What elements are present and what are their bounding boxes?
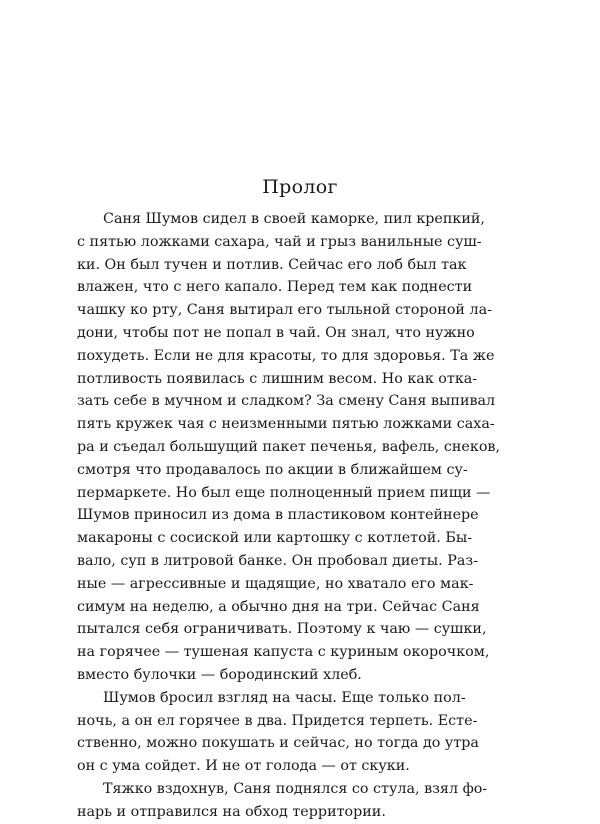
text-line: ственно, можно покушать и сейчас, но тогда до утра [77, 735, 479, 752]
text-line: вало, суп в литровой банке. Он пробовал диеты. Раз- [77, 552, 479, 569]
text-line: ра и съедал большущий пакет печенья, вафель, снеков, [77, 438, 501, 455]
text-line: макароны с сосиской или картошку с котлетой. Бы- [77, 530, 473, 547]
text-line: похудеть. Если не для красоты, то для здоровья. Та же [77, 347, 495, 364]
text-line: зать себе в мучном и сладком? За смену Саня выпивал [77, 393, 496, 410]
text-line: симум на неделю, а обычно дня на три. Сейчас Саня [77, 598, 480, 615]
text-line: пермаркете. Но был еще полноценный прием пищи — [77, 484, 491, 501]
text-line: пять кружек чая с неизменными пятью ложками саха- [77, 416, 495, 433]
text-line: смотря что продавалось по акции в ближайшем су- [77, 461, 468, 478]
text-line: нарь и отправился на обход территории. [77, 803, 386, 820]
text-line: ночь, а он ел горячее в два. Придется терпеть. Есте- [77, 712, 478, 729]
text-line: Саня Шумов сидел в своей каморке, пил крепкий, [103, 211, 485, 227]
text-line: влажен, что с него капало. Перед тем как поднести [77, 279, 473, 296]
text-line: с пятью ложками сахара, чай и грыз ванильные суш- [77, 233, 482, 250]
text-line: потливость появилась с лишним весом. Но как отка- [77, 370, 478, 387]
text-line: вместо булочки — бородинский хлеб. [77, 666, 362, 683]
text-line: ки. Он был тучен и потлив. Сейчас его лоб был так [77, 256, 467, 273]
paragraph-1 [77, 208, 501, 687]
chapter-title: Пролог [262, 176, 338, 198]
text-line: он с ума сойдет. И не от голода — от скуки. [77, 758, 410, 775]
text-line: Шумов бросил взгляд на часы. Еще только пол- [103, 689, 466, 706]
text-line: Шумов приносил из дома в пластиковом контейнере [77, 507, 479, 524]
paragraph-3 [77, 778, 488, 824]
text-line: Тяжко вздохнув, Саня поднялся со стула, взял фо- [103, 780, 488, 797]
chapter-body [77, 208, 501, 824]
text-line: чашку ко рту, Саня вытирал его тыльной стороной ла- [77, 302, 492, 319]
text-line: на горячее — тушеная капуста с куриным окорочком, [77, 644, 490, 661]
text-line: пытался себя ограничивать. Поэтому к чаю — сушки, [77, 621, 487, 638]
text-line: дони, чтобы пот не попал в чай. Он знал, что нужно [77, 324, 475, 341]
paragraph-2 [77, 687, 479, 778]
text-line: ные — агрессивные и щадящие, но хватало его мак- [77, 575, 474, 592]
